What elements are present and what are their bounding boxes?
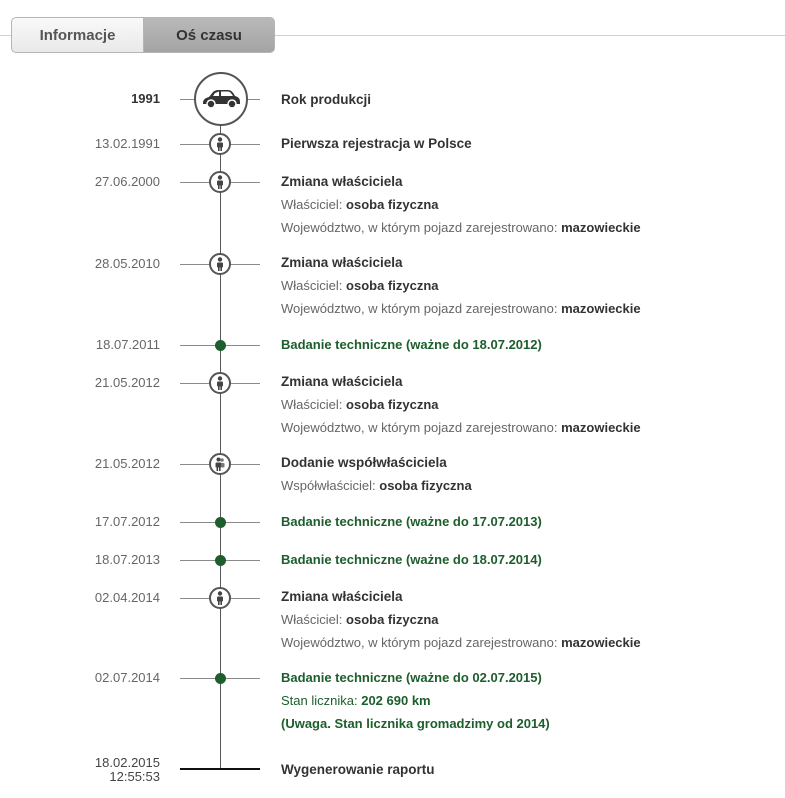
person-icon	[209, 171, 231, 193]
inspection-dot-icon	[215, 555, 226, 566]
inspection-dot-icon	[215, 517, 226, 528]
event-owner: Właściciel: osoba fizyczna	[281, 278, 439, 293]
person-icon	[209, 133, 231, 155]
event-title: Rok produkcji	[281, 92, 372, 107]
inspection-dot-icon	[215, 340, 226, 351]
timeline-axis	[220, 99, 221, 769]
event-tick-end	[180, 768, 260, 770]
tab-os-czasu[interactable]: Oś czasu	[144, 17, 275, 53]
tab-informacje[interactable]: Informacje	[11, 17, 144, 53]
event-region: Województwo, w którym pojazd zarejestrowano: mazowieckie	[281, 635, 641, 650]
event-region: Województwo, w którym pojazd zarejestrowano: mazowieckie	[281, 420, 641, 435]
event-title: Zmiana właściciela	[281, 589, 403, 604]
event-title: Dodanie współwłaściciela	[281, 455, 447, 470]
event-date: 18.07.2011	[95, 337, 160, 352]
event-title: Badanie techniczne (ważne do 18.07.2014)	[281, 552, 542, 567]
event-date: 02.07.2014	[94, 670, 160, 685]
event-date: 21.05.2012	[94, 375, 160, 390]
tab-bar	[11, 17, 275, 53]
event-date: 02.04.2014	[94, 590, 160, 605]
event-odometer: Stan licznika: 202 690 km	[281, 693, 431, 708]
car-icon	[194, 72, 248, 126]
event-title: Badanie techniczne (ważne do 02.07.2015)	[281, 670, 542, 685]
event-title: Pierwsza rejestracja w Polsce	[281, 136, 472, 151]
event-title: Zmiana właściciela	[281, 374, 403, 389]
event-owner: Właściciel: osoba fizyczna	[281, 612, 439, 627]
co-owner-icon	[209, 453, 231, 475]
event-owner: Właściciel: osoba fizyczna	[281, 197, 439, 212]
event-region: Województwo, w którym pojazd zarejestrowano: mazowieckie	[281, 220, 641, 235]
event-odometer-note: (Uwaga. Stan licznika gromadzimy od 2014)	[281, 716, 550, 731]
inspection-dot-icon	[215, 673, 226, 684]
event-title: Zmiana właściciela	[281, 174, 403, 189]
event-title: Badanie techniczne (ważne do 17.07.2013)	[281, 514, 542, 529]
event-date: 18.02.2015	[94, 755, 160, 770]
event-title: Zmiana właściciela	[281, 255, 403, 270]
event-date: 1991	[131, 91, 160, 106]
event-date: 27.06.2000	[94, 174, 160, 189]
event-date: 17.07.2012	[94, 514, 160, 529]
event-region: Województwo, w którym pojazd zarejestrowano: mazowieckie	[281, 301, 641, 316]
event-date: 18.07.2013	[94, 552, 160, 567]
person-icon	[209, 253, 231, 275]
event-time: 12:55:53	[109, 769, 160, 784]
event-date: 13.02.1991	[94, 136, 160, 151]
person-icon	[209, 372, 231, 394]
event-date: 28.05.2010	[94, 256, 160, 271]
event-title: Badanie techniczne (ważne do 18.07.2012)	[281, 337, 542, 352]
event-title: Wygenerowanie raportu	[281, 762, 435, 777]
event-owner: Właściciel: osoba fizyczna	[281, 397, 439, 412]
event-owner: Współwłaściciel: osoba fizyczna	[281, 478, 472, 493]
event-date: 21.05.2012	[94, 456, 160, 471]
person-icon	[209, 587, 231, 609]
